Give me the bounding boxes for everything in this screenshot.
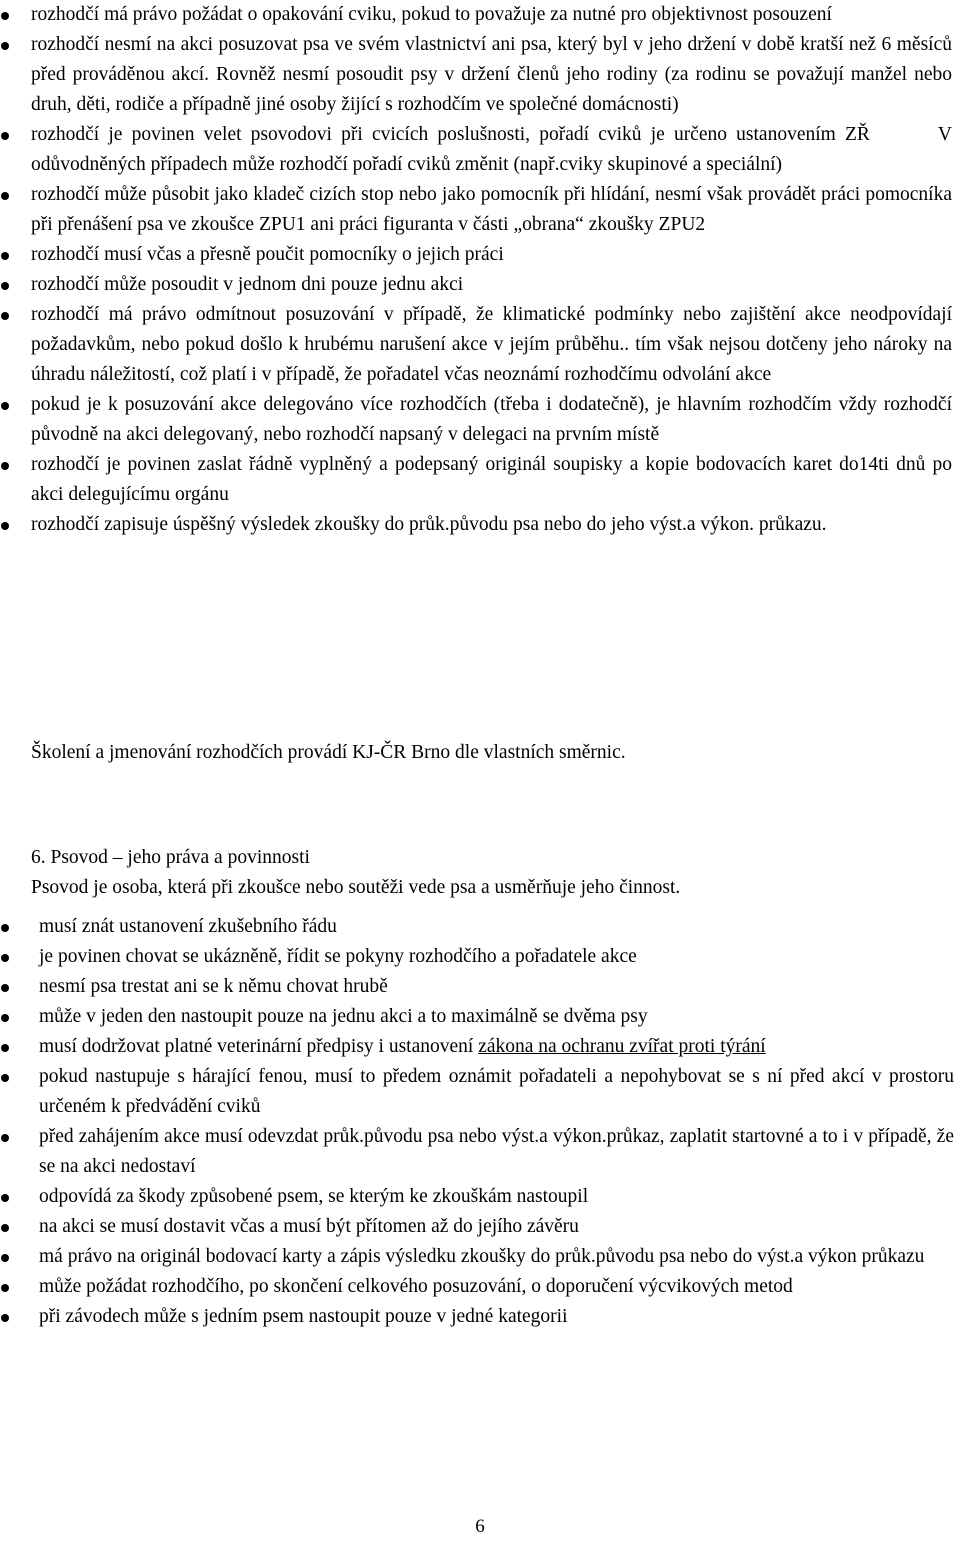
list-item-text: pokud nastupuje s hárající fenou, musí to předem oznámit pořadateli a nepohybovat se s ní před akcí v prostoru určeném k předvádění cviků: [39, 1066, 954, 1117]
law-reference: zákona na ochranu zvířat proti týrání: [478, 1036, 766, 1057]
list-item: [0, 1302, 960, 1332]
list-item: [0, 1122, 960, 1182]
section-heading: 6. Psovod – jeho práva a povinnosti: [31, 847, 310, 868]
list-item-text: rozhodčí zapisuje úspěšný výsledek zkoušky do průk.původu psa nebo do jeho výst.a výkon. průkazu.: [31, 514, 827, 535]
list-item-text: rozhodčí má právo odmítnout posuzování v případě, že klimatické podmínky nebo zajištění akce neodpovídají požadavkům, nebo pokud došlo k hrubému narušení akce v jejím průběhu.. tím však nejsou dotčeny jeho nároky na úhradu náležitostí, což platí i v případě, že pořadatel včas neoznámí rozhodčímu odvolání akce: [31, 304, 952, 385]
list-item-text: V odůvodněných případech může rozhodčí pořadí cviků změnit (např.cviky skupinové a speciální): [31, 124, 952, 175]
list-item: [0, 450, 960, 510]
list-item-text: odpovídá za škody způsobené psem, se kterým ke zkouškám nastoupil: [39, 1186, 589, 1207]
judge-duties-list: [0, 0, 960, 540]
section-intro: Psovod je osoba, která při zkoušce nebo soutěži vede psa a usměrňuje jeho činnost.: [31, 877, 681, 898]
list-item: [0, 240, 960, 270]
list-item-text: může požádat rozhodčího, po skončení celkového posuzování, o doporučení výcvikových metod: [39, 1276, 793, 1297]
list-item: [0, 1182, 960, 1212]
list-item: [0, 270, 960, 300]
list-item: [0, 300, 960, 390]
list-item-text: při závodech může s jedním psem nastoupit pouze v jedné kategorii: [39, 1306, 568, 1327]
list-item-text: rozhodčí je povinen zaslat řádně vyplněný a podepsaný originál soupisky a kopie bodovacích karet do14ti dnů po akci delegujícímu orgánu: [31, 454, 952, 505]
list-item: [0, 0, 960, 30]
list-item-text: rozhodčí může posoudit v jednom dni pouze jednu akci: [31, 274, 464, 295]
list-item-text: musí znát ustanovení zkušebního řádu: [39, 916, 337, 937]
list-item-text: musí dodržovat platné veterinární předpisy i ustanovení: [39, 1036, 479, 1057]
list-item-text: rozhodčí nesmí na akci posuzovat psa ve svém vlastnictví ani psa, který byl v jeho držení v době kratší než 6 měsíců před prováděnou akcí. Rovněž nesmí posoudit psy v držení členů jeho rodiny (za rodinu se považují manžel nebo druh, děti, rodiče a případně jiné osoby žijící s rozhodčím ve společné domácnosti): [31, 34, 952, 115]
list-item: [0, 1272, 960, 1302]
list-item-text: rozhodčí je povinen velet psovodovi při cvicích poslušnosti, pořadí cviků je určeno ustanovením ZŘ: [31, 124, 870, 145]
list-item: [0, 390, 960, 450]
list-item: [0, 912, 960, 942]
list-item: [0, 1242, 960, 1272]
list-item-text: před zahájením akce musí odevzdat průk.původu psa nebo výst.a výkon.průkaz, zaplatit startovné a to i v případě, že se na akci nedostaví: [39, 1126, 954, 1177]
handler-section: [31, 843, 931, 903]
list-item-text: je povinen chovat se ukázněně, řídit se pokyny rozhodčího a pořadatele akce: [39, 946, 637, 967]
list-item: [0, 1212, 960, 1242]
list-item: [0, 30, 960, 120]
training-note: Školení a jmenování rozhodčích provádí KJ-ČR Brno dle vlastních směrnic.: [31, 742, 626, 763]
list-item: [0, 1062, 960, 1122]
list-item: [0, 120, 960, 180]
handler-duties-list: [0, 912, 960, 1332]
list-item-text: rozhodčí musí včas a přesně poučit pomocníky o jejich práci: [31, 244, 504, 265]
list-item: [0, 1002, 960, 1032]
list-item-text: na akci se musí dostavit včas a musí být přítomen až do jejího závěru: [39, 1216, 579, 1237]
list-item-text: má právo na originál bodovací karty a zápis výsledku zkoušky do průk.původu psa nebo do výst.a výkon průkazu: [39, 1246, 925, 1267]
list-item-text: pokud je k posuzování akce delegováno více rozhodčích (třeba i dodatečně), je hlavním rozhodčím vždy rozhodčí původně na akci delegovaný, nebo rozhodčí napsaný v delegaci na prvním místě: [31, 394, 952, 445]
list-item-text: rozhodčí má právo požádat o opakování cviku, pokud to považuje za nutné pro objektivnost posouzení: [31, 4, 832, 25]
list-item-text: nesmí psa trestat ani se k němu chovat hrubě: [39, 976, 388, 997]
list-item: [0, 942, 960, 972]
page-number: 6: [475, 1516, 485, 1537]
list-item-text: může v jeden den nastoupit pouze na jednu akci a to maximálně se dvěma psy: [39, 1006, 648, 1027]
list-item: [0, 510, 960, 540]
list-item: [0, 180, 960, 240]
list-item: [0, 1032, 960, 1062]
list-item: [0, 972, 960, 1002]
list-item-text: rozhodčí může působit jako kladeč cizích stop nebo jako pomocník při hlídání, nesmí však provádět práci pomocníka při přenášení psa ve zkoušce ZPU1 ani práci figuranta v části „obrana“ zkoušky ZPU2: [31, 184, 952, 235]
